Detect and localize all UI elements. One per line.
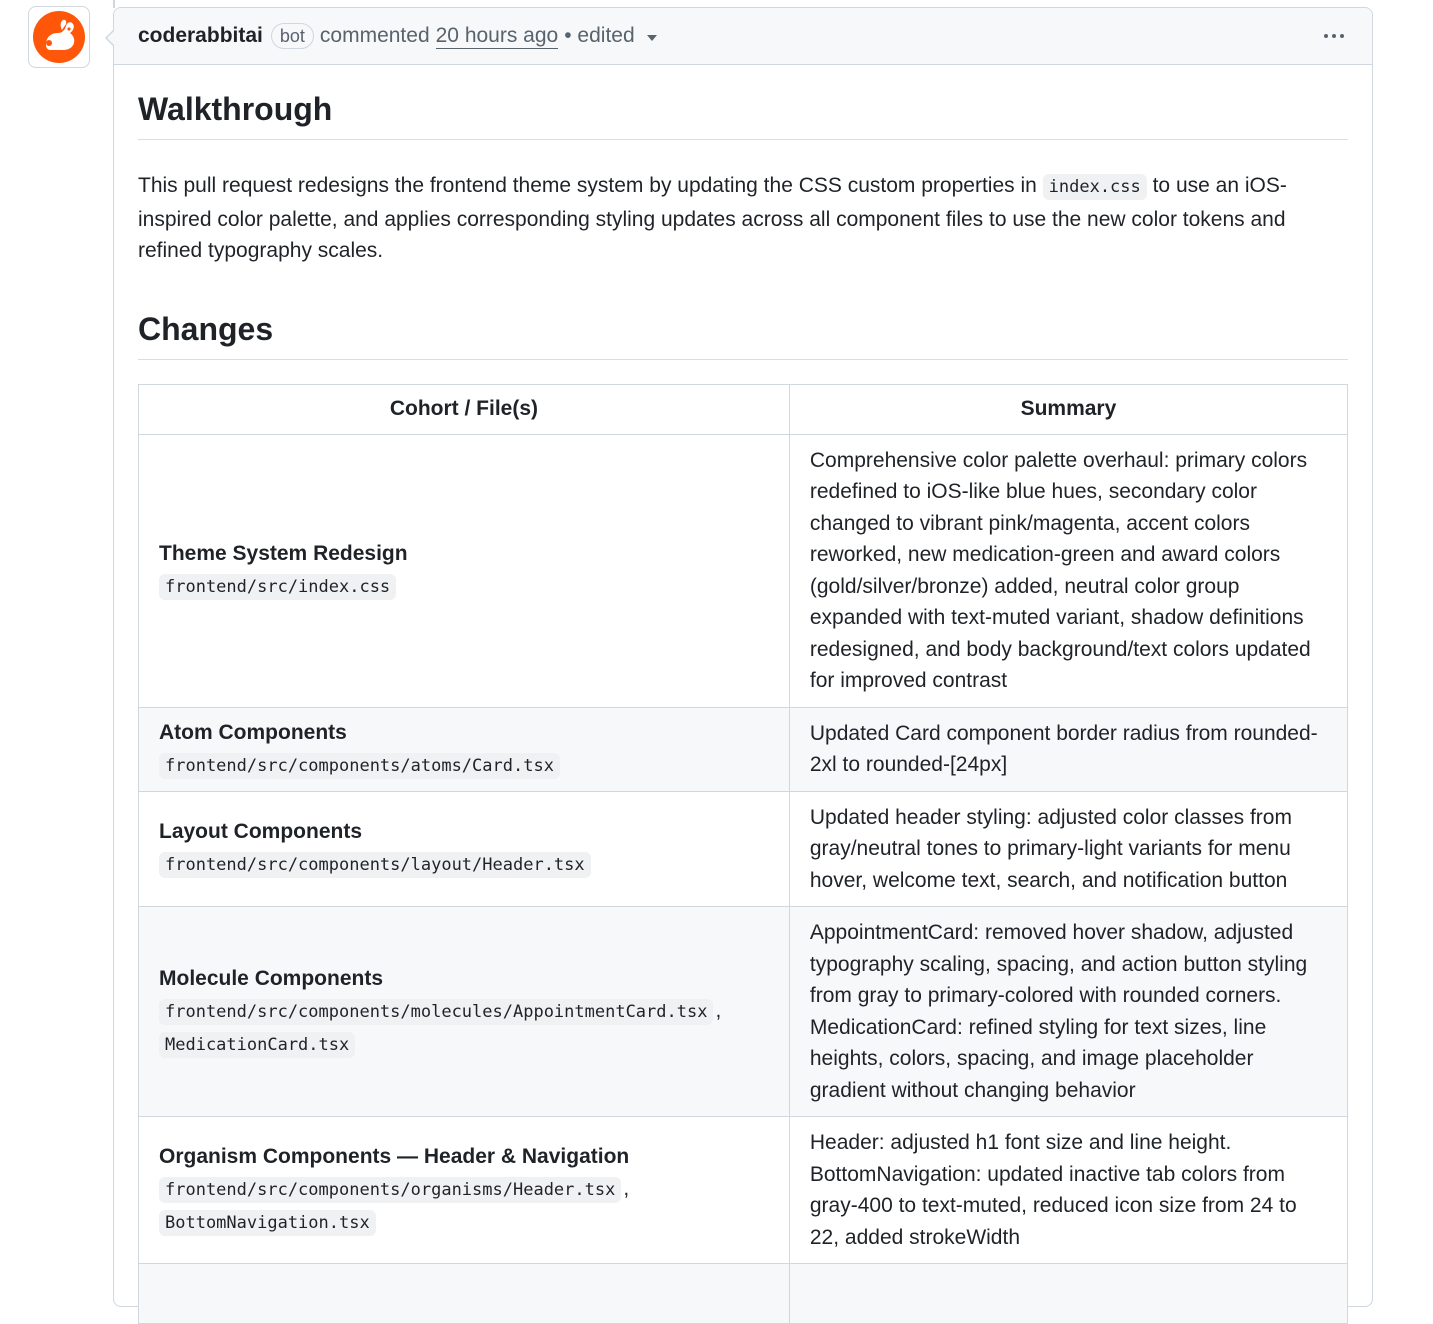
cohort-title: Theme System Redesign [159,538,769,570]
file-separator: , [715,999,721,1022]
comment-header [114,8,1372,65]
changes-table [138,384,1348,1324]
summary-cell: Header: adjusted h1 font size and line height. BottomNavigation: updated inactive tab colors from gray-400 to text-muted, reduced icon size from 24 to 22, added strokeWidth [789,1117,1347,1264]
summary-cell [789,1264,1347,1324]
cohort-title: Atom Components [159,717,769,749]
rabbit-logo-icon [32,10,86,64]
chevron-down-icon[interactable] [647,35,657,41]
cohort-cell [139,1117,790,1264]
comment-action: commented [320,24,430,48]
comment-timestamp-link[interactable]: 20 hours ago [436,24,559,49]
bot-badge: bot [271,23,314,49]
author-avatar[interactable] [28,6,90,68]
walkthrough-paragraph [138,170,1348,267]
summary-cell: AppointmentCard: removed hover shadow, adjusted typography scaling, spacing, and action button styling from gray to primary-colored with rounded corners. MedicationCard: refined styling for text sizes, line heights, colors, spacing, and image placeholder gradient without changing behavior [789,907,1347,1117]
summary-cell: Comprehensive color palette overhaul: primary colors redefined to iOS-like blue hues, secondary color changed to vibrant pink/magenta, accent colors reworked, new medication-green and award colors (gold/silver/bronze) added, neutral color group expanded with text-muted variant, shadow definitions redesigned, and body background/text colors updated for improved contrast [789,434,1347,707]
cohort-cell [139,791,790,907]
comment-box [113,7,1373,1307]
table-row [139,434,1348,707]
kebab-dot [1332,34,1336,38]
summary-cell: Updated Card component border radius from rounded-2xl to rounded-[24px] [789,707,1347,791]
comment-caret-fill [107,30,115,46]
file-path: BottomNavigation.tsx [159,1210,376,1236]
table-row [139,1264,1348,1324]
cohort-title: Molecule Components [159,963,769,995]
cohort-files [159,749,769,782]
cohort-files [159,1028,769,1061]
file-path: frontend/src/index.css [159,574,396,600]
cohort-cell [139,907,790,1117]
table-row [139,907,1348,1117]
column-header-cohort: Cohort / File(s) [139,384,790,434]
table-row [139,707,1348,791]
file-path: MedicationCard.tsx [159,1032,355,1058]
file-path: frontend/src/components/atoms/Card.tsx [159,753,560,779]
file-path: frontend/src/components/molecules/AppointmentCard.tsx [159,999,713,1025]
kebab-dot [1340,34,1344,38]
cohort-files [159,995,769,1028]
changes-heading: Changes [138,309,1348,360]
cohort-title: Layout Components [159,816,769,848]
table-row [139,791,1348,907]
author-link[interactable]: coderabbitai [138,24,263,48]
cohort-cell [139,434,790,707]
cohort-cell [139,707,790,791]
cohort-files [159,1206,769,1239]
cohort-files [159,848,769,881]
kebab-dot [1324,34,1328,38]
comment-body [114,65,1372,1324]
file-separator: , [623,1177,629,1200]
walkthrough-heading: Walkthrough [138,89,1348,140]
kebab-menu-icon[interactable] [1320,30,1348,42]
file-path: frontend/src/components/organisms/Header.tsx [159,1177,621,1203]
intro-text-2: to use an iOS-inspired color palette, and applies corresponding styling updates across all component files to use the new color tokens and refined typography scales. [138,174,1287,262]
column-header-summary: Summary [789,384,1347,434]
cohort-files [159,1173,769,1206]
table-header-row [139,384,1348,434]
timeline-line [113,0,115,8]
cohort-files [159,570,769,603]
cohort-cell [139,1264,790,1324]
summary-cell: Updated header styling: adjusted color classes from gray/neutral tones to primary-light variants for menu hover, welcome text, search, and notification button [789,791,1347,907]
file-path: frontend/src/components/layout/Header.tsx [159,852,591,878]
cohort-title: Organism Components — Header & Navigation [159,1141,769,1173]
intro-text-1: This pull request redesigns the frontend theme system by updating the CSS custom properties in [138,174,1043,197]
table-row [139,1117,1348,1264]
edited-label[interactable]: • edited [564,24,634,48]
inline-code: index.css [1043,174,1147,200]
